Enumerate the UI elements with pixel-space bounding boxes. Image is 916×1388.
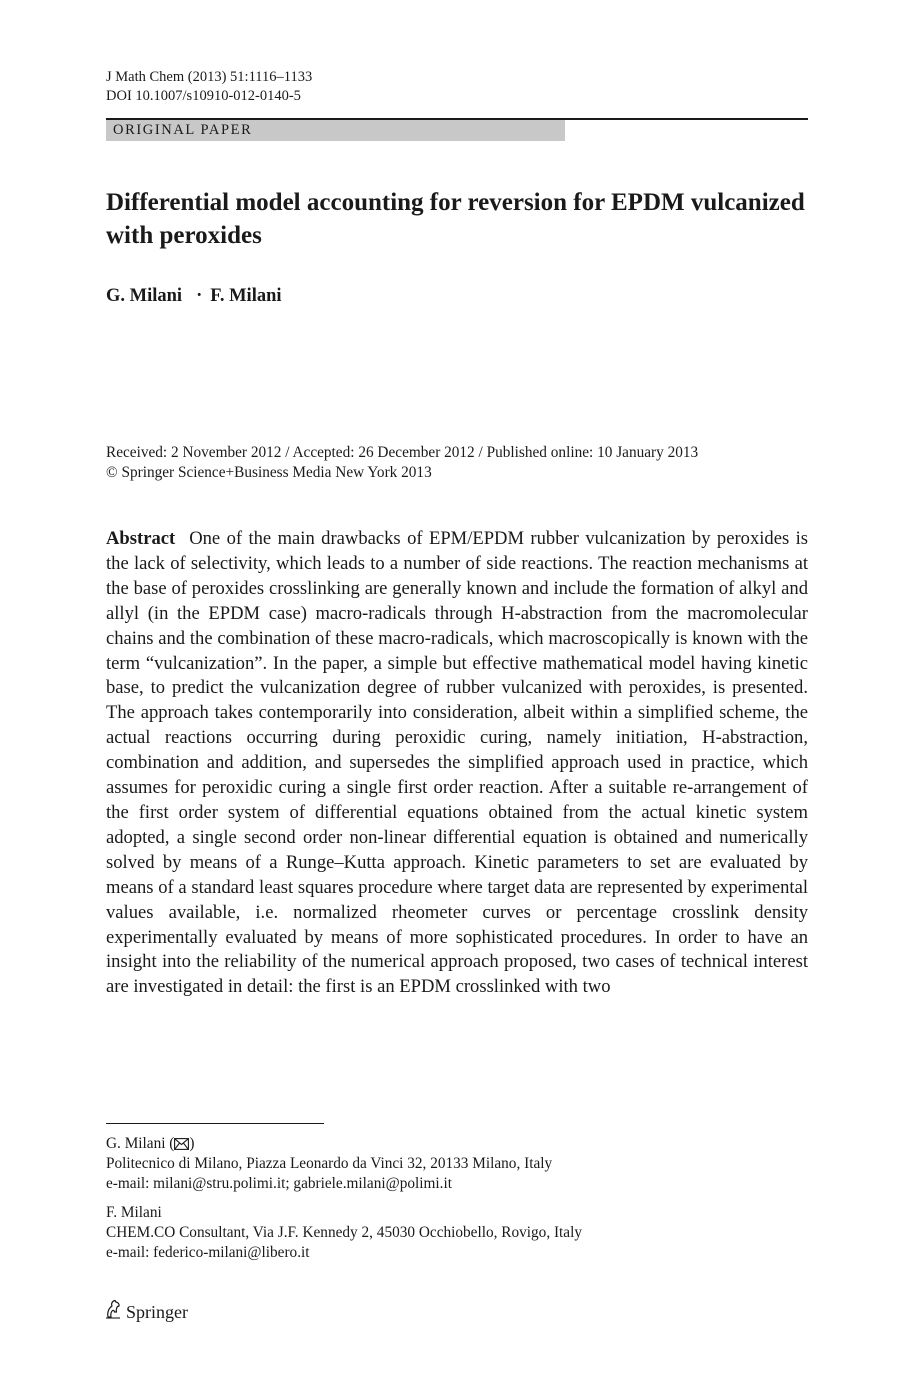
- publisher-name: Springer: [126, 1302, 188, 1322]
- doi-line: DOI 10.1007/s10910-012-0140-5: [106, 88, 301, 104]
- publication-dates: Received: 2 November 2012 / Accepted: 26 December 2012 / Published online: 10 January 2013: [106, 444, 699, 461]
- footnote-email-2[interactable]: e-mail: federico-milani@libero.it: [106, 1244, 310, 1261]
- publisher-logo: [104, 1299, 188, 1325]
- footnote-affiliation-1: Politecnico di Milano, Piazza Leonardo da Vinci 32, 20133 Milano, Italy: [106, 1155, 553, 1172]
- abstract-text: One of the main drawbacks of EPM/EPDM rubber vulcanization by peroxides is the lack of selectivity, which leads to a number of side reactions. The reaction mechanisms at the base of peroxides crosslinking are generally known and include the formation of alkyl and allyl (in the EPDM case) macro-radicals through H-abstraction from the macromolecular chains and the combination of these macro-radicals, which macroscopically is known with the term “vulcanization”. In the paper, a simple but effective mathematical model having kinetic base, to predict the vulcanization degree of rubber vulcanized with peroxides, is presented. The approach takes contemporarily into consideration, albeit within a simplified scheme, the actual reactions occurring during peroxidic curing, namely initiation, H-abstraction, combination and addition, and supersedes the simplified approach used in practice, which assumes for peroxidic curing a single first order reaction. After a suitable re-arrangement of the first order system of differential equations obtained from the actual kinetic system adopted, a single second order non-linear differential equation is obtained and numerically solved by means of a Runge–Kutta approach. Kinetic parameters to set are evaluated by means of a standard least squares procedure where target data are represented by experimental values available, i.e. normalized rheometer curves or percentage crosslink density experimentally evaluated by means of more sophisticated procedures. In order to have an insight into the reliability of the numerical approach proposed, two cases of technical interest are investigated in detail: the first is an EPDM crosslinked with two: [106, 528, 808, 998]
- footnote-author-name-close: ): [189, 1135, 195, 1152]
- abstract-heading: Abstract: [106, 528, 176, 549]
- footnote-author-1: [106, 1134, 195, 1156]
- envelope-icon[interactable]: [174, 1136, 189, 1156]
- paper-title: Differential model accounting for reversion for EPDM vulcanized with peroxides: [106, 189, 805, 249]
- author-name[interactable]: G. Milani: [106, 286, 183, 306]
- footnote-rule: [106, 1123, 324, 1124]
- author-name[interactable]: F. Milani: [210, 286, 282, 306]
- author-separator: ·: [196, 286, 203, 306]
- journal-reference: J Math Chem (2013) 51:1116–1133: [106, 69, 313, 85]
- springer-horse-icon: [104, 1299, 122, 1325]
- footnote-author-name: G. Milani (: [106, 1135, 175, 1152]
- article-type-label: ORIGINAL PAPER: [113, 122, 253, 138]
- author-list: [106, 284, 282, 308]
- footnote-author-2: F. Milani: [106, 1204, 162, 1221]
- copyright-notice: © Springer Science+Business Media New York 2013: [106, 464, 432, 481]
- footnote-affiliation-2: CHEM.CO Consultant, Via J.F. Kennedy 2, 45030 Occhiobello, Rovigo, Italy: [106, 1224, 582, 1241]
- abstract-paragraph: [106, 527, 808, 1000]
- footnote-email-1[interactable]: e-mail: milani@stru.polimi.it; gabriele.milani@polimi.it: [106, 1175, 452, 1192]
